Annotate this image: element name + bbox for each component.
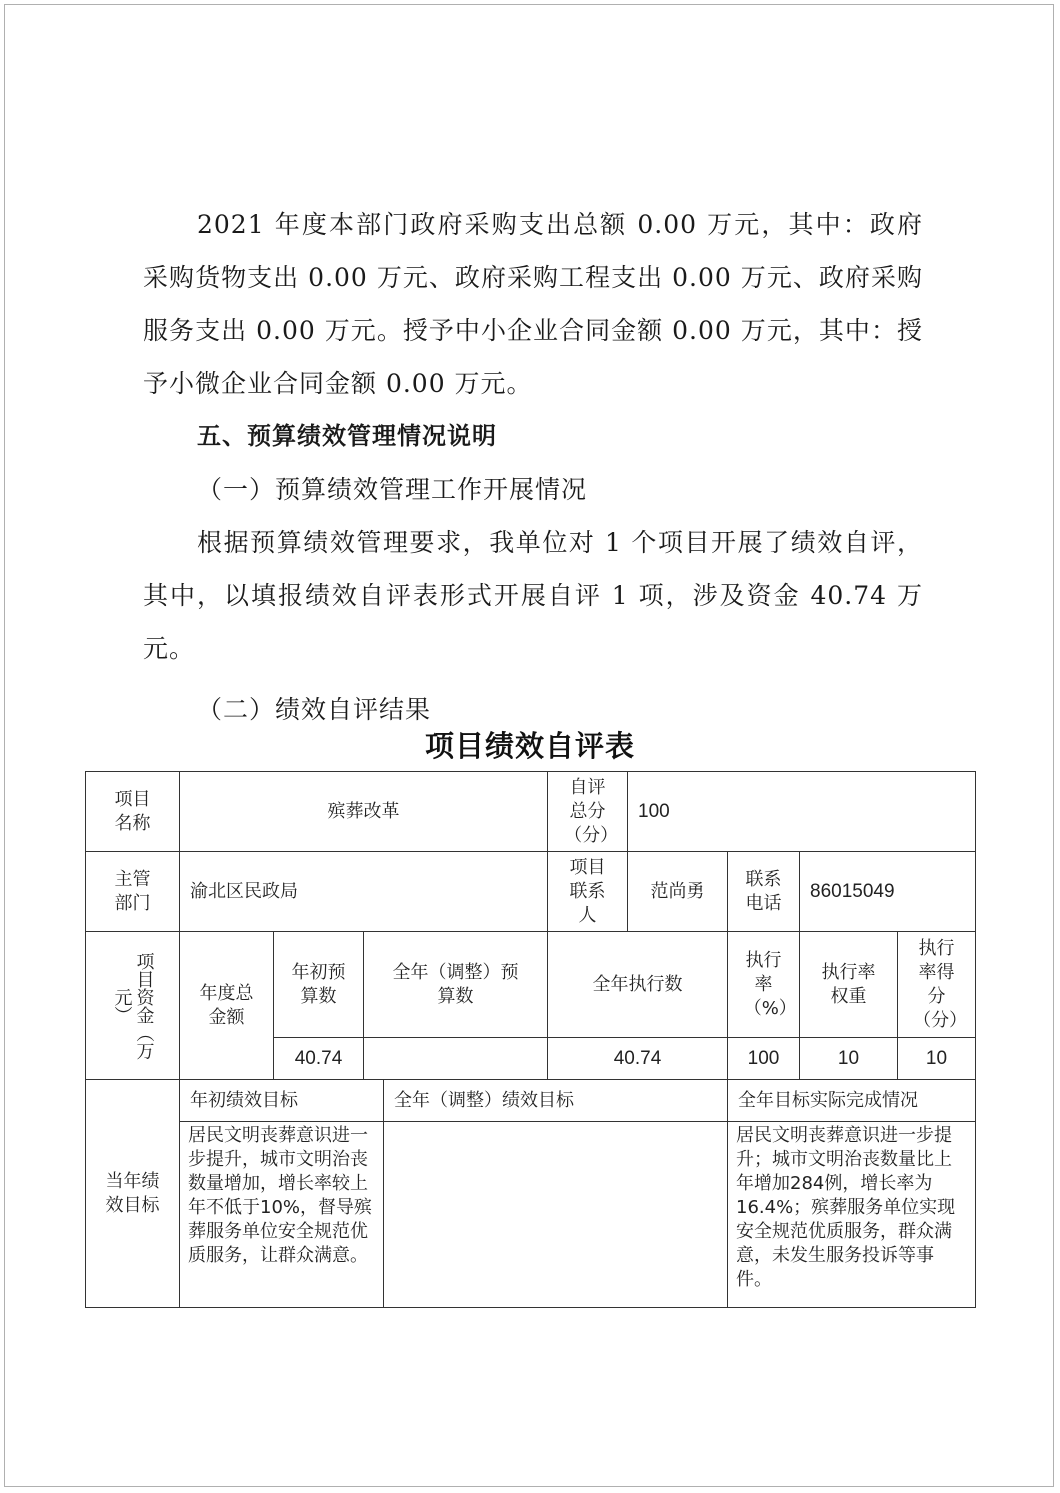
funds-label: 项目资金（万元） [86, 932, 180, 1080]
contact-value: 范尚勇 [628, 852, 728, 932]
self-score-value: 100 [628, 772, 976, 852]
col-weight-header: 执行率权重 [800, 932, 898, 1038]
col-executed-header: 全年执行数 [548, 932, 728, 1038]
col-total-header: 年度总金额 [180, 932, 274, 1080]
row-funds-header [86, 932, 976, 1038]
goal-adjusted-header: 全年（调整）绩效目标 [384, 1080, 728, 1122]
self-score-label: 自评总分（分） [548, 772, 628, 852]
table-title: 项目绩效自评表 [424, 729, 635, 763]
subsection1-heading: （一）预算绩效管理工作开展情况 [197, 475, 588, 504]
performance-table [85, 771, 976, 1308]
goal-initial-header: 年初绩效目标 [180, 1080, 384, 1122]
row-project [86, 772, 976, 852]
goal-actual-header: 全年目标实际完成情况 [728, 1080, 976, 1122]
row-goals-content [86, 1122, 976, 1308]
rate-value: 100 [728, 1038, 800, 1080]
goal-initial-text: 居民文明丧葬意识进一步提升，城市文明治丧数量增加，增长率较上年不低于10%，督导殡葬服务单位安全规范优质服务，让群众满意。 [180, 1122, 384, 1308]
project-name-label: 项目名称 [86, 772, 180, 852]
weight-value: 10 [800, 1038, 898, 1080]
procurement-paragraph: 2021 年度本部门政府采购支出总额 0.00 万元，其中：政府采购货物支出 0.00 万元、政府采购工程支出 0.00 万元、政府采购服务支出 0.00 万元。授予中小企业合同金额 0.00 万元，其中：授予小微企业合同金额 0.00 万元。 [143, 210, 923, 398]
col-score-header: 执行率得分（分） [898, 932, 976, 1038]
section5-heading: 五、预算绩效管理情况说明 [197, 422, 497, 450]
body-text [143, 198, 923, 736]
goal-adjusted-text [384, 1122, 728, 1308]
subsection1-paragraph: 根据预算绩效管理要求，我单位对 1 个项目开展了绩效自评，其中，以填报绩效自评表形式开展自评 1 项，涉及资金 40.74 万元。 [143, 528, 923, 663]
col-rate-header: 执行率（%） [728, 932, 800, 1038]
project-name-value: 殡葬改革 [180, 772, 548, 852]
subsection2-heading: （二）绩效自评结果 [197, 695, 432, 724]
col-adjusted-header: 全年（调整）预算数 [364, 932, 548, 1038]
initial-budget-value: 40.74 [274, 1038, 364, 1080]
col-initial-header: 年初预算数 [274, 932, 364, 1038]
contact-label: 项目联系人 [548, 852, 628, 932]
goal-actual-text: 居民文明丧葬意识进一步提升；城市文明治丧数量比上年增加284例，增长率为16.4%；殡葬服务单位实现安全规范优质服务，群众满意，未发生服务投诉等事件。 [728, 1122, 976, 1308]
row-department [86, 852, 976, 932]
dept-value: 渝北区民政局 [180, 852, 548, 932]
adjusted-budget-value [364, 1038, 548, 1080]
score-value: 10 [898, 1038, 976, 1080]
executed-value: 40.74 [548, 1038, 728, 1080]
goals-label: 当年绩效目标 [86, 1080, 180, 1308]
phone-value: 86015049 [800, 852, 976, 932]
phone-label: 联系电话 [728, 852, 800, 932]
dept-label: 主管部门 [86, 852, 180, 932]
row-goals-header [86, 1080, 976, 1122]
